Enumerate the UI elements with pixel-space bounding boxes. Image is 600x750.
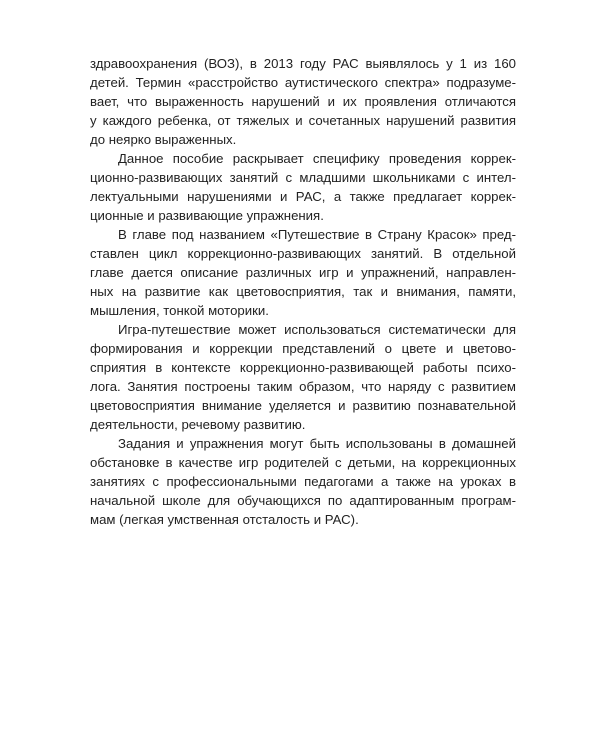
text-line: деятельности, речевому развитию. <box>90 417 306 432</box>
text-line: Задания и упражнения могут быть использованы в домашней <box>118 436 516 451</box>
text-line: В главе под названием «Путешествие в Страну Красок» пред- <box>118 227 516 242</box>
text-line: ционные и развивающие упражнения. <box>90 208 324 223</box>
text-line: Игра-путешествие может использоваться систематически для <box>118 322 516 337</box>
paragraph <box>90 149 516 225</box>
text-line: главе дается описание различных игр и упражнений, направлен- <box>90 265 516 280</box>
text-line: Данное пособие раскрывает специфику проведения коррек- <box>118 151 516 166</box>
text-line: вает, что выраженность нарушений и их проявления отличаются <box>90 94 516 109</box>
body-text <box>90 54 516 529</box>
text-line: лектуальными нарушениями и РАС, а также предлагает коррек- <box>90 189 516 204</box>
text-line: обстановке в качестве игр родителей с детьми, на коррекционных <box>90 455 516 470</box>
text-line: до неярко выраженных. <box>90 132 237 147</box>
paragraph <box>90 320 516 434</box>
text-line: мам (легкая умственная отсталость и РАС). <box>90 512 359 527</box>
text-line: занятиях с профессиональными педагогами а также на уроках в <box>90 474 516 489</box>
text-line: здравоохранения (ВОЗ), в 2013 году РАС выявлялось у 1 из 160 <box>90 56 516 71</box>
text-line: формирования и коррекции представлений о цвете и цветово- <box>90 341 516 356</box>
text-line: сприятия в контексте коррекционно-развивающей работы психо- <box>90 360 516 375</box>
text-line: лога. Занятия построены таким образом, что наряду с развитием <box>90 379 516 394</box>
paragraph <box>90 434 516 529</box>
text-line: ционно-развивающих занятий с младшими школьниками с интел- <box>90 170 516 185</box>
text-line: детей. Термин «расстройство аутистического спектра» подразуме- <box>90 75 516 90</box>
paragraph <box>90 225 516 320</box>
text-line: у каждого ребенка, от тяжелых и сочетанных нарушений развития <box>90 113 516 128</box>
text-line: мышления, тонкой моторики. <box>90 303 269 318</box>
text-line: начальной школе для обучающихся по адаптированным програм- <box>90 493 516 508</box>
text-line: ных на развитие как цветовосприятия, так и внимания, памяти, <box>90 284 516 299</box>
text-line: цветовосприятия внимание уделяется и развитию познавательной <box>90 398 516 413</box>
text-line: ставлен цикл коррекционно-развивающих занятий. В отдельной <box>90 246 516 261</box>
paragraph <box>90 54 516 149</box>
